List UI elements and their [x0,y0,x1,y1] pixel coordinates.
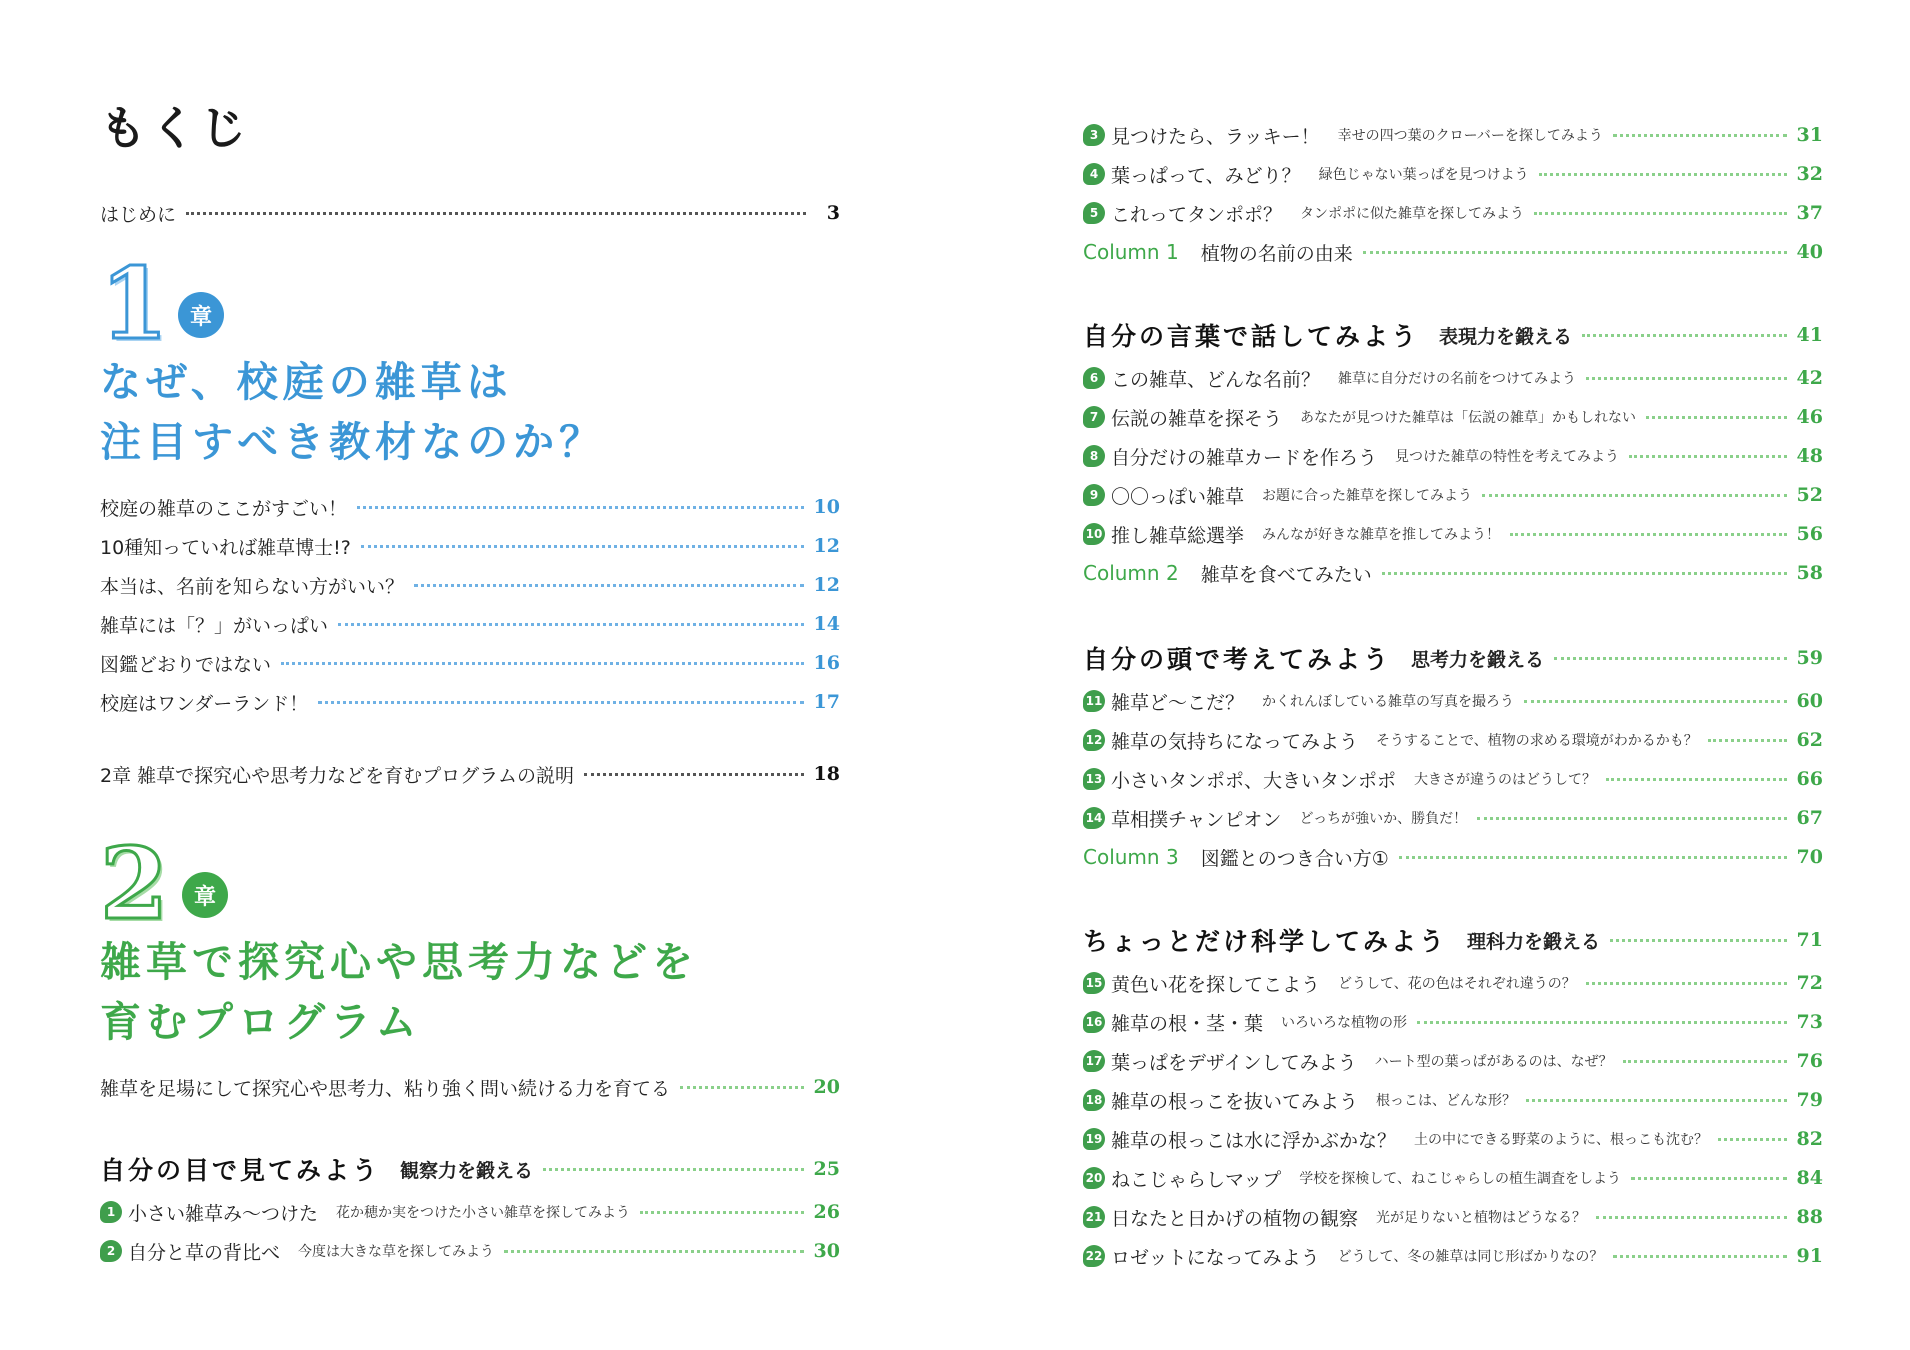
leader-dots [318,701,803,704]
toc-entry[interactable] [1083,1085,1823,1115]
leader-dots [680,1086,804,1089]
entry-title: 雑草を食べてみたい [1200,563,1372,586]
page-number: 3 [826,202,840,224]
entry-title: 伝説の雑草を探そう [1111,407,1283,430]
column-label: Column 2 [1083,561,1179,585]
leaf-number-badge: 2 [100,1240,122,1262]
toc-entry[interactable] [1083,1241,1823,1271]
leaf-number-badge: 12 [1083,729,1105,751]
section-subtitle: 表現力を鍛える [1439,325,1573,348]
toc-entry[interactable] [1083,120,1823,150]
page-number: 42 [1796,367,1823,389]
page-number: 30 [813,1240,840,1262]
entry-title: 見つけたら、ラッキー！ [1111,125,1320,148]
chapter-1-title-line1: なぜ、校庭の雑草は [100,358,513,406]
toc-entry[interactable] [100,1197,840,1227]
leader-dots [1631,1177,1787,1180]
page-number: 79 [1796,1089,1823,1111]
page-number: 52 [1796,484,1823,506]
toc-title: もくじ [100,101,250,155]
entry-title: 本当は、名前を知らない方がいい？ [100,575,405,598]
section-heading-1[interactable] [100,1151,840,1187]
entry-title: ねこじゃらしマップ [1111,1168,1282,1191]
section-subtitle: 観察力を鍛える [400,1159,534,1182]
page-number: 73 [1796,1011,1823,1033]
toc-entry[interactable] [1083,363,1823,393]
leader-dots [1382,572,1787,575]
page-number: 62 [1796,729,1823,751]
leader-dots [1623,1060,1787,1063]
entry-subtitle: 土の中にできる野菜のように、根っこも沈む？ [1414,1132,1709,1148]
leader-dots [504,1250,804,1253]
entry-title: 2章 雑草で探究心や思考力などを育むプログラムの説明 [100,764,574,787]
entry-title: 小さいタンポポ、大きいタンポポ [1111,769,1397,792]
leaf-number-badge: 9 [1083,484,1105,506]
entry-subtitle: そうすることで、植物の求める環境がわかるかも？ [1376,733,1698,749]
entry-title: 雑草の気持ちになってみよう [1111,730,1359,753]
page-number: 41 [1796,324,1823,346]
leader-dots [640,1211,804,1214]
page-number: 56 [1796,523,1823,545]
toc-entry[interactable] [1083,1163,1823,1193]
entry-title: 自分だけの雑草カードを作ろう [1111,446,1378,469]
page-number: 58 [1796,562,1823,584]
section-title: 自分の言葉で話してみよう [1083,322,1420,351]
leaf-number-badge: 17 [1083,1050,1105,1072]
entry-title: 推し雑草総選挙 [1111,524,1245,547]
page-number: 71 [1796,929,1823,951]
entry-title: 雑草ど〜こだ？ [1111,691,1245,714]
chapter-2-badge: 章 [182,872,228,918]
column-label: Column 1 [1083,240,1179,264]
entry-subtitle: 雑草に自分だけの名前をつけてみよう [1338,371,1577,387]
toc-entry-chapter2-lead[interactable] [100,1072,840,1102]
entry-title: 小さい雑草み〜つけた [128,1202,319,1225]
entry-subtitle: かくれんぼしている雑草の写真を撮ろう [1262,694,1515,710]
page-number: 37 [1796,202,1823,224]
page-number: 26 [813,1201,840,1223]
page-number: 60 [1796,690,1823,712]
leaf-number-badge: 6 [1083,367,1105,389]
toc-entry[interactable] [100,1236,840,1266]
chapter-2-title-line2: 育むプログラム [100,998,422,1046]
entry-title: 雑草の根っこを抜いてみよう [1111,1090,1359,1113]
page-number: 82 [1796,1128,1823,1150]
entry-title: この雑草、どんな名前？ [1111,368,1321,391]
page-number: 84 [1796,1167,1823,1189]
toc-entry[interactable] [100,648,840,678]
leaf-number-badge: 11 [1083,690,1105,712]
entry-title: これってタンポポ？ [1111,203,1283,226]
toc-entry[interactable] [1083,968,1823,998]
page-number: 32 [1796,163,1823,185]
page-number: 72 [1796,972,1823,994]
entry-title: 葉っぱをデザインしてみよう [1111,1051,1357,1074]
leader-dots [1606,778,1787,781]
toc-entry-column[interactable] [1083,558,1823,588]
leaf-number-badge: 22 [1083,1245,1105,1267]
entry-title: 校庭の雑草のここがすごい！ [100,497,348,520]
toc-entry[interactable] [1083,159,1823,189]
page-number: 18 [813,763,840,785]
entry-subtitle: 緑色じゃない葉っぱを見つけよう [1318,167,1529,183]
toc-entry[interactable] [1083,725,1823,755]
toc-entry[interactable] [1083,1046,1823,1076]
page-number: 59 [1796,647,1823,669]
leader-dots [1399,856,1787,859]
leader-dots [1539,173,1787,176]
entry-subtitle: 幸せの四つ葉のクローバーを探してみよう [1337,128,1603,144]
leader-dots [1417,1021,1787,1024]
leaf-number-badge: 18 [1083,1089,1105,1111]
toc-entry[interactable] [1083,686,1823,716]
toc-entry[interactable] [1083,803,1823,833]
leader-dots [361,545,804,548]
right-page [1083,0,1823,1350]
leader-dots [584,773,804,776]
leader-dots [1613,1255,1786,1258]
entry-title: 〇〇っぽい雑草 [1111,485,1245,508]
toc-entry[interactable] [1083,764,1823,794]
section-subtitle: 理科力を鍛える [1467,930,1601,953]
leaf-number-badge: 10 [1083,523,1105,545]
page-number: 12 [813,535,840,557]
page-number: 70 [1796,846,1823,868]
leaf-number-badge: 19 [1083,1128,1105,1150]
page-number: 76 [1796,1050,1823,1072]
toc-entry-column[interactable] [1083,842,1823,872]
chapter-2-title-line1: 雑草で探究心や思考力などを [100,938,698,986]
leader-dots [1554,657,1787,660]
entry-subtitle: 今度は大きな草を探してみよう [298,1244,495,1260]
section-title: 自分の頭で考えてみよう [1083,645,1392,674]
page-number: 17 [813,691,840,713]
entry-title: 黄色い花を探してこよう [1111,973,1321,996]
entry-subtitle: お題に合った雑草を探してみよう [1262,488,1473,504]
leaf-number-badge: 14 [1083,807,1105,829]
toc-entry[interactable] [1083,1124,1823,1154]
entry-title: 植物の名前の由来 [1200,242,1353,265]
page-number: 25 [813,1158,840,1180]
page-number: 14 [813,613,840,635]
entry-subtitle: どうして、冬の雑草は同じ形ばかりなの？ [1337,1249,1604,1265]
entry-title: 図鑑どおりではない [100,653,272,676]
entry-subtitle: みんなが好きな雑草を推してみよう！ [1262,527,1501,543]
entry-subtitle: どっちが強いか、勝負だ！ [1299,811,1468,827]
entry-title: 葉っぱって、みどり？ [1111,164,1301,187]
entry-title: ロゼットになってみよう [1111,1246,1320,1269]
toc-entry[interactable] [1083,480,1823,510]
entry-title: はじめに [100,203,177,226]
leader-dots [357,506,804,509]
leader-dots [1586,377,1787,380]
leader-dots [1646,416,1787,419]
toc-entry[interactable] [100,570,840,600]
chapter-2-number: 2 [100,827,169,942]
page-number: 31 [1796,124,1823,146]
leader-dots [1482,494,1787,497]
leader-dots [543,1168,804,1171]
chapter-1-number: 1 [100,247,169,362]
entry-subtitle: ハート型の葉っぱがあるのは、なぜ？ [1374,1054,1613,1070]
toc-entry[interactable] [100,609,840,639]
leader-dots [1613,134,1787,137]
chapter-1-title-line2: 注目すべき教材なのか？ [100,418,606,466]
page-number: 40 [1796,241,1823,263]
toc-entry[interactable] [100,492,840,522]
page-number: 66 [1796,768,1823,790]
toc-entry[interactable] [1083,198,1823,228]
entry-subtitle: 学校を探検して、ねこじゃらしの植生調査をしよう [1299,1171,1621,1187]
leader-dots [1708,739,1787,742]
leader-dots [1363,251,1787,254]
leaf-number-badge: 4 [1083,163,1105,185]
section-heading-3[interactable] [1083,640,1823,676]
chapter-1-title [100,352,605,472]
leader-dots [1718,1138,1787,1141]
entry-title: 10種知っていれば雑草博士!? [100,536,351,559]
toc-entry[interactable] [1083,1202,1823,1232]
leaf-number-badge: 8 [1083,445,1105,467]
leader-dots [414,584,804,587]
chapter-2-title [100,932,698,1052]
entry-title: 校庭はワンダーランド！ [100,692,309,715]
leader-dots [1582,334,1787,337]
page-number: 16 [813,652,840,674]
page-number: 67 [1796,807,1823,829]
toc-entry-intro[interactable] [100,198,840,228]
leader-dots [1526,1099,1787,1102]
leader-dots [281,662,804,665]
page-number: 48 [1796,445,1823,467]
leader-dots [1596,1216,1787,1219]
section-heading-2[interactable] [1083,317,1823,353]
leaf-number-badge: 5 [1083,202,1105,224]
entry-subtitle: 見つけた雑草の特性を考えてみよう [1395,449,1620,465]
leader-dots [1524,700,1787,703]
leader-dots [1586,982,1787,985]
leaf-number-badge: 16 [1083,1011,1105,1033]
entry-subtitle: 根っこは、どんな形？ [1376,1093,1517,1109]
leaf-number-badge: 15 [1083,972,1105,994]
entry-title: 雑草には「？」がいっぱい [100,614,329,637]
leader-dots [338,623,804,626]
page-number: 20 [813,1076,840,1098]
toc-entry-column[interactable] [1083,237,1823,267]
entry-subtitle: 大きさが違うのはどうして？ [1414,772,1597,788]
entry-title: 雑草を足場にして探究心や思考力、粘り強く問い続ける力を育てる [100,1077,671,1100]
leader-dots [1510,533,1787,536]
entry-subtitle: いろいろな植物の形 [1281,1015,1408,1031]
entry-subtitle: どうして、花の色はそれぞれ違うの？ [1338,976,1576,992]
entry-title: 図鑑とのつき合い方① [1200,847,1389,870]
toc-entry[interactable] [1083,402,1823,432]
entry-title: 雑草の根っこは水に浮かぶかな？ [1111,1129,1397,1152]
entry-subtitle: 光が足りないと植物はどうなる？ [1376,1210,1587,1226]
leader-dots [186,212,806,215]
page-number: 91 [1796,1245,1823,1267]
page-number: 46 [1796,406,1823,428]
leader-dots [1534,212,1787,215]
entry-title: 草相撲チャンピオン [1111,808,1282,831]
page-number: 10 [813,496,840,518]
entry-title: 雑草の根・茎・葉 [1111,1012,1264,1035]
section-title: ちょっとだけ科学してみよう [1083,927,1448,956]
toc-entry[interactable] [1083,1007,1823,1037]
leaf-number-badge: 13 [1083,768,1105,790]
left-page [100,0,840,1350]
leaf-number-badge: 20 [1083,1167,1105,1189]
toc-entry[interactable] [1083,519,1823,549]
leaf-number-badge: 3 [1083,124,1105,146]
entry-subtitle: タンポポに似た雑草を探してみよう [1300,206,1525,222]
leader-dots [1477,817,1786,820]
toc-entry[interactable] [1083,441,1823,471]
leader-dots [1629,455,1787,458]
entry-subtitle: 花か穂か実をつけた小さい雑草を探してみよう [336,1205,631,1221]
section-subtitle: 思考力を鍛える [1411,648,1545,671]
column-label: Column 3 [1083,845,1179,869]
toc-entry[interactable] [100,687,840,717]
section-title: 自分の目で見てみよう [100,1156,381,1185]
page-number: 88 [1796,1206,1823,1228]
leaf-number-badge: 1 [100,1201,122,1223]
entry-subtitle: あなたが見つけた雑草は「伝説の雑草」かもしれない [1300,410,1637,426]
section-heading-4[interactable] [1083,922,1823,958]
entry-title: 日なたと日かげの植物の観察 [1111,1207,1359,1230]
leaf-number-badge: 21 [1083,1206,1105,1228]
chapter-1-badge: 章 [178,292,224,338]
page-number: 12 [813,574,840,596]
toc-entry[interactable] [100,531,840,561]
leaf-number-badge: 7 [1083,406,1105,428]
toc-entry-chapter2-intro[interactable] [100,759,840,789]
leader-dots [1610,939,1787,942]
entry-title: 自分と草の背比べ [128,1241,281,1264]
